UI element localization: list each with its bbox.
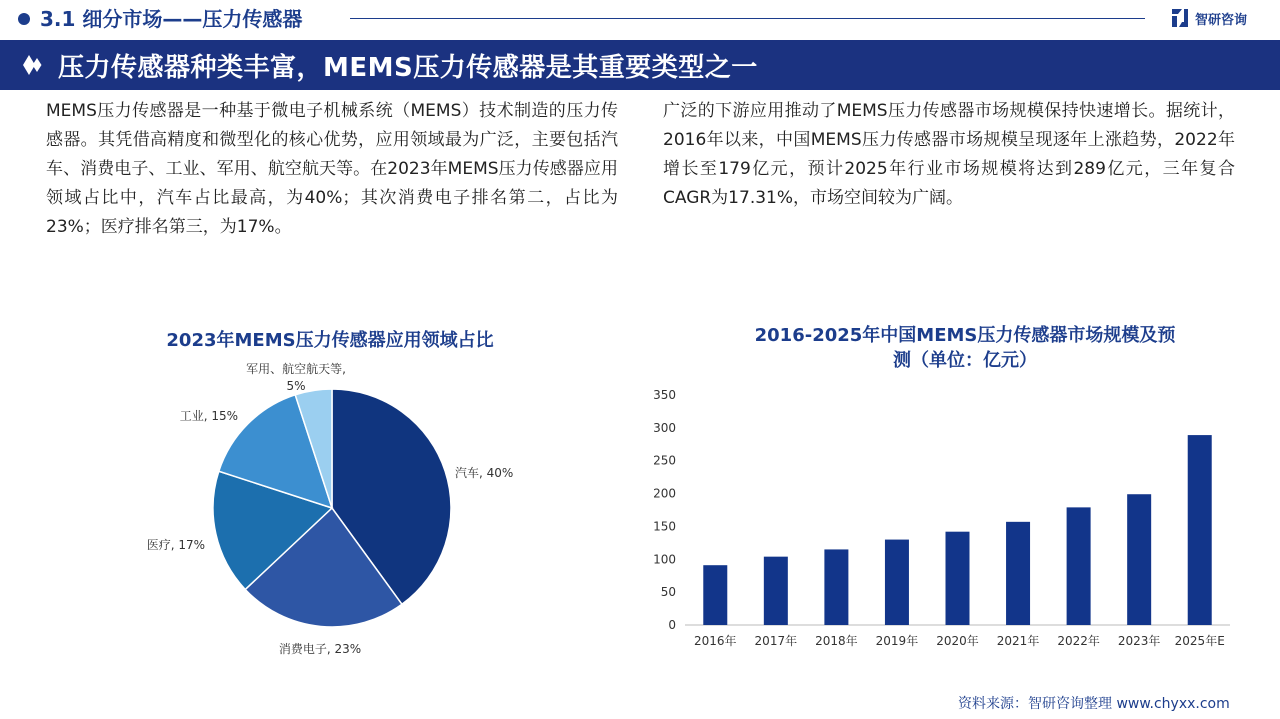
bar-0 xyxy=(703,565,727,625)
bar-3 xyxy=(885,540,909,625)
y-tick-label: 350 xyxy=(653,388,676,402)
x-tick-label: 2025年E xyxy=(1174,634,1225,648)
bar-chart xyxy=(640,385,1240,665)
x-tick-label: 2021年 xyxy=(996,634,1040,648)
x-tick-label: 2016年 xyxy=(694,634,737,648)
y-tick-label: 250 xyxy=(653,453,676,468)
bar-5 xyxy=(1006,522,1030,625)
pie-chart xyxy=(90,360,570,660)
bar-marks xyxy=(694,435,1225,648)
x-tick-label: 2022年 xyxy=(1057,634,1100,648)
paragraph-left: MEMS压力传感器是一种基于微电子机械系统（MEMS）技术制造的压力传感器。其凭借高精度和微型化的核心优势，应用领域最为广泛，主要包括汽车、消费电子、工业、军用、航空航天等。在2023年MEMS压力传感器应用领域占比中，汽车占比最高，为40%；其次消费电子排名第二，占比为23%；医疗排名第三，为17%。 xyxy=(46,101,618,237)
bar-7 xyxy=(1127,494,1151,625)
x-tick-label: 2020年 xyxy=(936,634,979,648)
bar-2 xyxy=(824,549,848,625)
pie-chart-title: 2023年MEMS压力传感器应用领域占比 xyxy=(166,330,494,351)
y-tick-label: 0 xyxy=(668,618,676,632)
y-tick-label: 200 xyxy=(653,486,676,501)
bar-chart-title xyxy=(710,323,1220,373)
bar-8 xyxy=(1188,435,1212,625)
source-note: 资料来源：智研咨询整理 www.chyxx.com xyxy=(958,696,1230,712)
pie-slices xyxy=(213,389,451,627)
bar-6 xyxy=(1067,507,1091,625)
y-tick-label: 50 xyxy=(660,585,676,600)
pie-label-military-line2: 5% xyxy=(286,379,306,393)
bar-4 xyxy=(946,532,970,625)
pie-label-auto: 汽车, 40% xyxy=(455,466,514,480)
pie-label-medical: 医疗, 17% xyxy=(146,538,205,552)
section-title: 3.1 细分市场——压力传感器 xyxy=(40,7,303,31)
bar-chart-title-line2: 测（单位：亿元） xyxy=(893,350,1037,371)
y-tick-label: 150 xyxy=(653,519,676,534)
y-tick-label: 300 xyxy=(653,420,676,435)
pie-label-industry: 工业, 15% xyxy=(179,409,238,423)
pie-label-military-line1: 军用、航空航天等, xyxy=(246,362,346,376)
header-divider xyxy=(350,18,1145,19)
title-banner xyxy=(0,40,1280,90)
y-tick-label: 100 xyxy=(653,552,676,567)
banner-title: 压力传感器种类丰富，MEMS压力传感器是其重要类型之一 xyxy=(58,52,758,83)
bar-chart-title-line1: 2016-2025年中国MEMS压力传感器市场规模及预 xyxy=(754,325,1176,346)
x-tick-label: 2019年 xyxy=(875,634,919,648)
x-tick-label: 2023年 xyxy=(1117,634,1161,648)
logo-icon xyxy=(1170,7,1190,29)
bar-1 xyxy=(764,557,788,625)
logo-text: 智研咨询 xyxy=(1195,12,1248,28)
pie-label-consumer: 消费电子, 23% xyxy=(278,642,362,656)
double-diamond-icon xyxy=(22,53,46,77)
x-tick-label: 2017年 xyxy=(754,634,798,648)
logo xyxy=(1170,7,1247,29)
header-bullet xyxy=(18,13,30,25)
paragraph-right: 广泛的下游应用推动了MEMS压力传感器市场规模保持快速增长。据统计，2016年以来，中国MEMS压力传感器市场规模呈现逐年上涨趋势，2022年增长至179亿元，预计2025年行业市场规模将达到289亿元，三年复合CAGR为17.31%，市场空间较为广阔。 xyxy=(663,101,1235,208)
x-tick-label: 2018年 xyxy=(815,634,858,648)
